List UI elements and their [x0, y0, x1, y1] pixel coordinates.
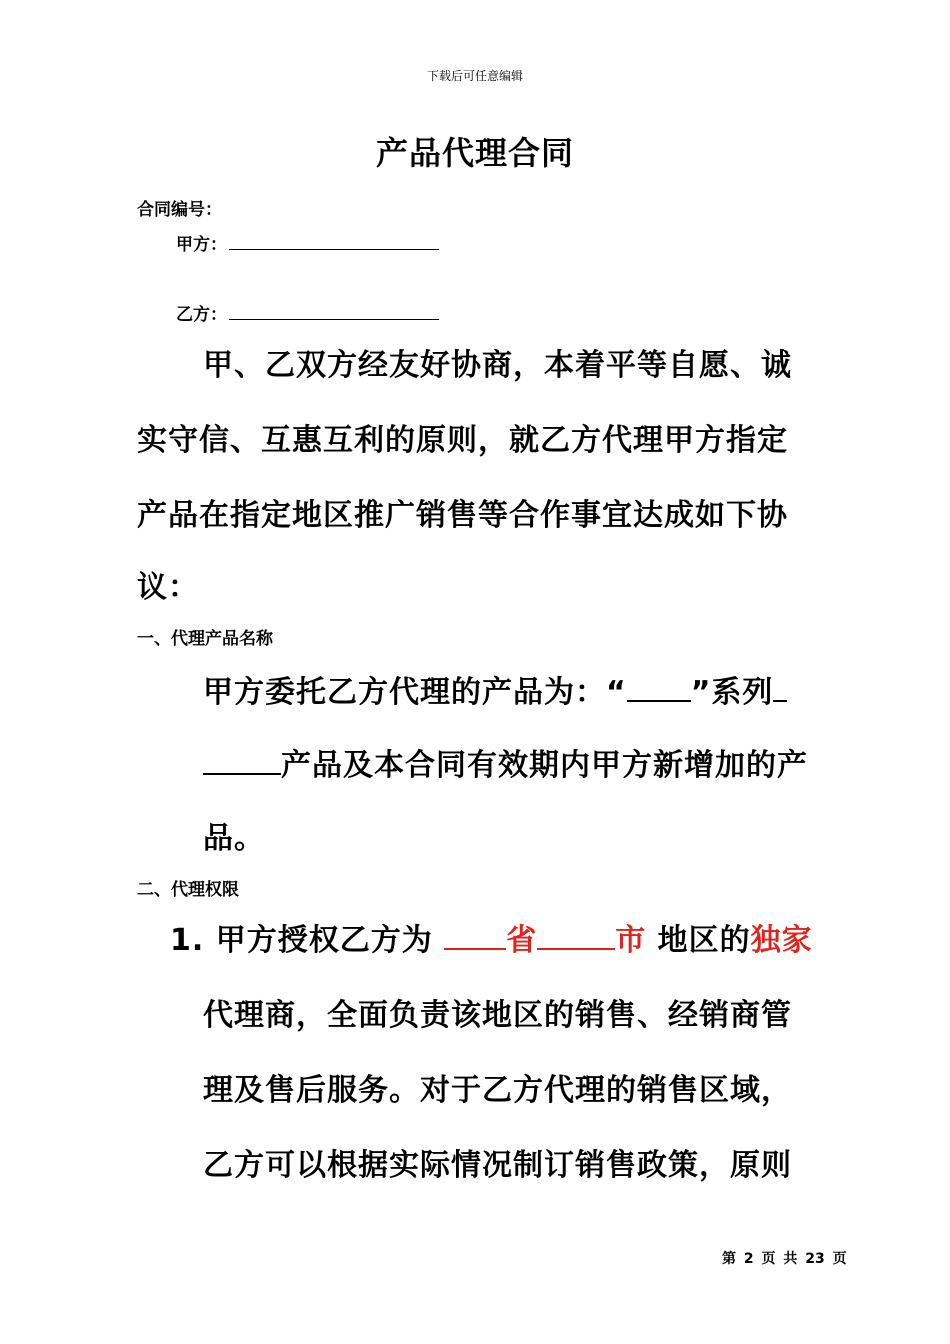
section2-item-1-line-1: 1. 甲方授权乙方为 省 市 地区的独家 [170, 923, 813, 958]
party-b-row [176, 300, 439, 325]
section2-item-1-line-3: 理及售后服务。对于乙方代理的销售区域， [203, 1073, 792, 1108]
series-blank [627, 676, 691, 702]
region-fill [444, 923, 646, 958]
series-blank-tail [773, 676, 787, 702]
city-blank [537, 924, 615, 950]
party-a-label: 甲方： [176, 235, 227, 255]
exclusive-label: 独家 [750, 923, 813, 958]
party-a-row [176, 230, 439, 255]
page-footer: 第 2 页 共 23 页 [722, 1251, 847, 1267]
intro-line-1: 甲、乙双方经友好协商，本着平等自愿、诚 [203, 348, 792, 383]
section2-item-1-line-4: 乙方可以根据实际情况制订销售政策，原则 [203, 1148, 792, 1183]
document-title: 产品代理合同 [375, 134, 574, 172]
section1-line-1: 甲方委托乙方代理的产品为：“ ”系列 [203, 667, 787, 711]
section1-heading: 一、代理产品名称 [137, 629, 273, 649]
series-blank-cont [203, 749, 281, 775]
section2-item-1-line-2: 代理商，全面负责该地区的销售、经销商管 [203, 998, 792, 1033]
city-label: 市 [615, 923, 647, 958]
intro-line-3: 产品在指定地区推广销售等合作事宜达成如下协 [137, 498, 788, 533]
province-blank [444, 924, 506, 950]
item-number: 1. [170, 923, 205, 958]
contract-number-label: 合同编号： [137, 200, 222, 220]
party-b-blank [229, 305, 439, 320]
section2-heading: 二、代理权限 [137, 880, 239, 900]
header-note: 下载后可任意编辑 [426, 69, 523, 83]
intro-line-4: 议： [137, 570, 199, 605]
province-label: 省 [506, 923, 538, 958]
party-b-label: 乙方： [176, 305, 227, 325]
intro-line-2: 实守信、互惠互利的原则，就乙方代理甲方指定 [137, 423, 788, 458]
section1-line-2: 产品及本合同有效期内甲方新增加的产 [203, 740, 808, 784]
party-a-blank [229, 235, 439, 250]
section1-line-3: 品。 [203, 821, 265, 856]
